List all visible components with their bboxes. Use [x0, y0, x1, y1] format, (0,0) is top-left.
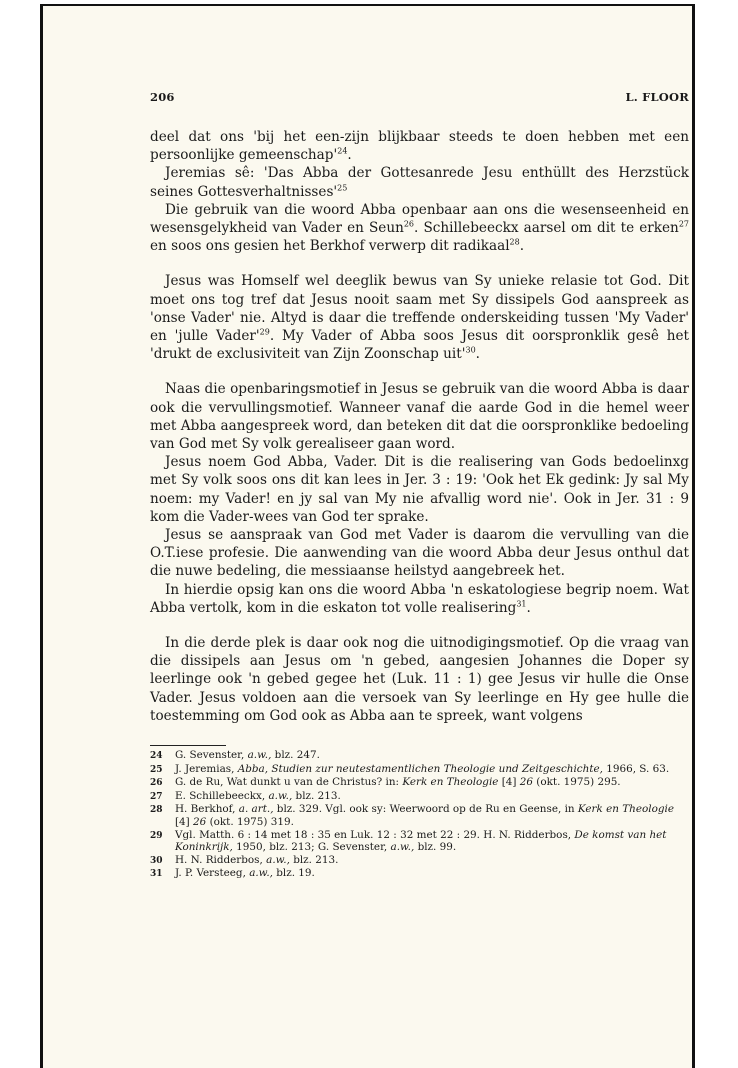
paragraph: Die gebruik van die woord Abba openbaar aan ons die wesenseenheid en wesensgelykheid van Vader en Seun$^{26}$. Schillebeeckx aarsel om dit te erken$^{27}$ en soos ons gesien het Berkhof verwerp dit radikaal$^{28}$.	[150, 201, 689, 255]
paragraph: deel dat ons 'bij het een-zijn blijkbaar steeds te doen hebben met een persoonlijke $gemeenschap'^{24}$.	[150, 129, 689, 164]
footnote: 28 H. Berkhof, a. art., blz. 329. Vgl. ook sy: Weerwoord op de Ru en Geense, in Kerk en Theologie [4] 26 (okt. 1975) 319.	[150, 803, 674, 829]
footnote-ref: 25	[337, 183, 348, 193]
paragraph: In hierdie opsig kan ons die woord Abba 'n eskatologiese begrip noem. Wat Abba vertolk, kom in die eskaton tot volle realisering$^{31}$.	[150, 581, 689, 616]
footnote: 29 Vgl. Matth. 6 : 14 met 18 : 35 en Luk. 12 : 32 met 22 : 29. H. N. Ridderbos, De komst van het Koninkrijk, 1950, blz. 213; G. Sevenster, a.w., blz. 99.	[150, 828, 667, 854]
footnote: 26 G. de Ru, Wat dunkt u van de Christus? in: Kerk en Theologie [4] 26 (okt. 1975) 295.	[150, 776, 621, 789]
footnote: 30 H. N. Ridderbos, a.w., blz. 213.	[150, 853, 339, 866]
paragraph: Jesus was Homself wel deeglik bewus van Sy unieke relasie tot God. Dit moet ons tog tref dat Jesus nooit saam met Sy dissipels God aanspreek as 'onse Vader' nie. Altyd is daar die treffende onderskeiding tussen 'My Vader' en 'julle $Vader'^{29}$. My Vader of Abba soos Jesus dit oorspronklik gesê het 'drukt de exclusiviteit van Zijn Zoonschap $uit'^{30}$.	[150, 273, 689, 363]
paragraph: Jesus se aanspraak van God met Vader is daarom die vervulling van die O.T.iese profesie. Die aanwending van die woord Abba deur Jesus onthul dat die nuwe bedeling, die messiaanse heilstyd aangebreek het.	[150, 527, 689, 580]
paragraph: Jesus noem God Abba, Vader. Dit is die realisering van Gods bedoelinxg met Sy volk soos ons dit kan lees in Jer. 3 : 19: 'Ook het Ek gedink: Jy sal My noem: my Vader! en jy sal van My nie afvallig word nie'. Ook in Jer. 31 : 9 kom die Vader-wees van God ter sprake.	[150, 454, 689, 525]
page-number: 206	[150, 90, 175, 104]
running-header	[150, 90, 689, 128]
footnote-ref: 26	[403, 219, 415, 229]
footnote-ref: 29	[259, 327, 270, 337]
footnote: 25 J. Jeremias, Abba, Studien zur neutestamentlichen Theologie und Zeitgeschichte, 1966, S. 63.	[150, 762, 670, 775]
running-author: L. FLOOR	[625, 90, 689, 104]
scanned-page	[40, 4, 695, 1068]
page-content	[150, 90, 689, 881]
paragraph: Naas die openbaringsmotief in Jesus se gebruik van die woord Abba is daar ook die vervullingsmotief. Wanneer vanaf die aarde God in die hemel weer met Abba aangespreek word, dan beteken dit dat die oorspronklike bedoeling van God met Sy volk gerealiseer gaan word.	[150, 381, 689, 453]
footnote-ref: 28	[509, 237, 520, 247]
footnote: 27 E. Schillebeeckx, a.w., blz. 213.	[150, 789, 341, 802]
paragraph: In die derde plek is daar ook nog die uitnodigingsmotief. Op die vraag van die dissipels aan Jesus om 'n gebed, aangesien Johannes die Doper sy leerlinge ook 'n gebed gegee het (Luk. 11 : 1) gee Jesus vir hulle die Onse Vader. Jesus voldoen aan die versoek van Sy leerlinge en Hy gee hulle die toestemming om God ook as Abba aan te spreek, want volgens	[150, 635, 689, 724]
footnote-divider	[150, 745, 226, 746]
paragraph: Jeremias sê: 'Das Abba der Gottesanrede Jesu enthüllt des Herzstück seines $Gottesverhaltnisses'^{25}$	[150, 165, 689, 200]
footnote-ref: 27	[678, 219, 689, 229]
footnote-ref: 30	[465, 345, 476, 355]
footnote-ref: 24	[337, 146, 348, 156]
footnote: 31 J. P. Versteeg, a.w., blz. 19.	[150, 867, 315, 880]
footnote: 24 G. Sevenster, a.w., blz. 247.	[150, 749, 320, 762]
footnote-ref: 31	[516, 599, 527, 609]
